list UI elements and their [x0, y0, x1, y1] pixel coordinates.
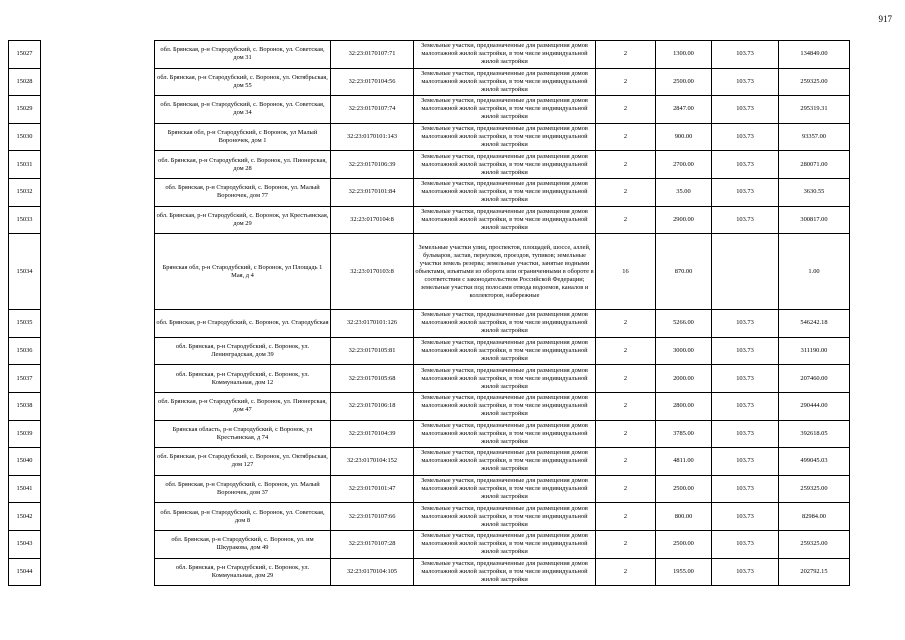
gap-cell [41, 365, 155, 393]
table-row [9, 448, 850, 476]
land-use-cell: Земельные участки, предназначенные для размещения домов малоэтажной жилой застройки, в том числе индивидуальной жилой застройки [414, 530, 596, 558]
gap-cell [41, 558, 155, 586]
record-number-cell: 15039 [9, 420, 41, 448]
land-use-cell: Земельные участки, предназначенные для размещения домов малоэтажной жилой застройки, в том числе индивидуальной жилой застройки [414, 558, 596, 586]
table-row [9, 392, 850, 420]
table-row [9, 365, 850, 393]
use-code-cell: 2 [596, 206, 656, 234]
rate-cell: 103.73 [712, 41, 779, 69]
gap-cell [41, 448, 155, 476]
area-cell: 870.00 [656, 234, 712, 310]
record-number-cell: 15041 [9, 475, 41, 503]
record-number-cell: 15034 [9, 234, 41, 310]
table-row [9, 178, 850, 206]
rate-cell: 103.73 [712, 123, 779, 151]
address-cell: обл. Брянская, р-н Стародубский, с. Воронок, ул Крестьянская, дом 29 [155, 206, 331, 234]
cadastral-number-cell: 32:23:0170107:28 [331, 530, 414, 558]
cadastral-value-cell: 134849.00 [779, 41, 850, 69]
rate-cell: 103.73 [712, 530, 779, 558]
land-use-cell: Земельные участки, предназначенные для размещения домов малоэтажной жилой застройки, в том числе индивидуальной жилой застройки [414, 503, 596, 531]
record-number-cell: 15033 [9, 206, 41, 234]
address-cell: Брянская область, р-н Стародубский, с Воронок, ул Крестьянская, д 74 [155, 420, 331, 448]
land-use-cell: Земельные участки, предназначенные для размещения домов малоэтажной жилой застройки, в том числе индивидуальной жилой застройки [414, 310, 596, 338]
land-use-cell: Земельные участки, предназначенные для размещения домов малоэтажной жилой застройки, в том числе индивидуальной жилой застройки [414, 123, 596, 151]
rate-cell: 103.73 [712, 178, 779, 206]
area-cell: 4811.00 [656, 448, 712, 476]
land-use-cell: Земельные участки, предназначенные для размещения домов малоэтажной жилой застройки, в том числе индивидуальной жилой застройки [414, 337, 596, 365]
table-row [9, 96, 850, 124]
use-code-cell: 2 [596, 123, 656, 151]
use-code-cell: 2 [596, 392, 656, 420]
record-number-cell: 15032 [9, 178, 41, 206]
area-cell: 900.00 [656, 123, 712, 151]
rate-cell: 103.73 [712, 310, 779, 338]
gap-cell [41, 41, 155, 69]
area-cell: 5266.00 [656, 310, 712, 338]
use-code-cell: 2 [596, 448, 656, 476]
rate-cell [712, 234, 779, 310]
page-number: 917 [878, 14, 892, 24]
record-number-cell: 15044 [9, 558, 41, 586]
cadastral-number-cell: 32:23:0170105:81 [331, 337, 414, 365]
area-cell: 2000.00 [656, 365, 712, 393]
cadastral-number-cell: 32:23:0170106:18 [331, 392, 414, 420]
address-cell: обл. Брянская, р-н Стародубский, с. Воронок, ул. им Шкуракова, дом 49 [155, 530, 331, 558]
cadastral-number-cell: 32:23:0170101:84 [331, 178, 414, 206]
cadastral-number-cell: 32:23:0170105:68 [331, 365, 414, 393]
cadastral-value-table [8, 40, 850, 586]
table-row [9, 337, 850, 365]
rate-cell: 103.73 [712, 448, 779, 476]
record-number-cell: 15028 [9, 68, 41, 96]
cadastral-value-cell: 300817.00 [779, 206, 850, 234]
gap-cell [41, 178, 155, 206]
area-cell: 2500.00 [656, 68, 712, 96]
record-number-cell: 15042 [9, 503, 41, 531]
cadastral-value-cell: 295319.31 [779, 96, 850, 124]
table-row [9, 234, 850, 310]
rate-cell: 103.73 [712, 558, 779, 586]
address-cell: обл. Брянская, р-н Стародубский, с. Воронок, ул. Октябрьская, дом 127 [155, 448, 331, 476]
table-row [9, 310, 850, 338]
cadastral-number-cell: 32:23:0170101:143 [331, 123, 414, 151]
record-number-cell: 15029 [9, 96, 41, 124]
land-use-cell: Земельные участки, предназначенные для размещения домов малоэтажной жилой застройки, в том числе индивидуальной жилой застройки [414, 365, 596, 393]
use-code-cell: 2 [596, 530, 656, 558]
use-code-cell: 2 [596, 151, 656, 179]
area-cell: 2500.00 [656, 475, 712, 503]
gap-cell [41, 420, 155, 448]
gap-cell [41, 310, 155, 338]
rate-cell: 103.73 [712, 420, 779, 448]
rate-cell: 103.73 [712, 68, 779, 96]
record-number-cell: 15037 [9, 365, 41, 393]
use-code-cell: 2 [596, 365, 656, 393]
use-code-cell: 2 [596, 558, 656, 586]
table-row [9, 206, 850, 234]
land-use-cell: Земельные участки, предназначенные для размещения домов малоэтажной жилой застройки, в том числе индивидуальной жилой застройки [414, 68, 596, 96]
land-use-cell: Земельные участки, предназначенные для размещения домов малоэтажной жилой застройки, в том числе индивидуальной жилой застройки [414, 206, 596, 234]
use-code-cell: 2 [596, 475, 656, 503]
cadastral-value-cell: 207460.00 [779, 365, 850, 393]
area-cell: 3000.00 [656, 337, 712, 365]
gap-cell [41, 96, 155, 124]
use-code-cell: 2 [596, 337, 656, 365]
gap-cell [41, 503, 155, 531]
gap-cell [41, 234, 155, 310]
cadastral-value-cell: 290444.00 [779, 392, 850, 420]
cadastral-value-cell: 82984.00 [779, 503, 850, 531]
cadastral-number-cell: 32:23:0170104:56 [331, 68, 414, 96]
record-number-cell: 15038 [9, 392, 41, 420]
rate-cell: 103.73 [712, 151, 779, 179]
cadastral-number-cell: 32:23:0170107:66 [331, 503, 414, 531]
address-cell: Брянская обл, р-н Стародубский, с Воронок, ул Площадь 1 Мая, д 4 [155, 234, 331, 310]
rate-cell: 103.73 [712, 96, 779, 124]
gap-cell [41, 392, 155, 420]
cadastral-value-cell: 1.00 [779, 234, 850, 310]
gap-cell [41, 151, 155, 179]
address-cell: обл. Брянская, р-н Стародубский, с. Воронок, ул. Коммунальная, дом 12 [155, 365, 331, 393]
land-use-cell: Земельные участки, предназначенные для размещения домов малоэтажной жилой застройки, в том числе индивидуальной жилой застройки [414, 448, 596, 476]
gap-cell [41, 475, 155, 503]
table-row [9, 420, 850, 448]
cadastral-value-cell: 546242.18 [779, 310, 850, 338]
area-cell: 3785.00 [656, 420, 712, 448]
cadastral-number-cell: 32:23:0170104:152 [331, 448, 414, 476]
table-body [9, 41, 850, 586]
land-use-cell: Земельные участки, предназначенные для размещения домов малоэтажной жилой застройки, в том числе индивидуальной жилой застройки [414, 392, 596, 420]
use-code-cell: 2 [596, 41, 656, 69]
cadastral-value-cell: 3630.55 [779, 178, 850, 206]
cadastral-number-cell: 32:23:0170104:105 [331, 558, 414, 586]
address-cell: обл. Брянская, р-н Стародубский, с. Воронок, ул. Малый Вороночек, дом 37 [155, 475, 331, 503]
record-number-cell: 15030 [9, 123, 41, 151]
record-number-cell: 15040 [9, 448, 41, 476]
cadastral-value-cell: 392618.05 [779, 420, 850, 448]
cadastral-number-cell: 32:23:0170104:39 [331, 420, 414, 448]
address-cell: обл. Брянская, р-н Стародубский, с. Воронок, ул. Малый Вороночек, дом 77 [155, 178, 331, 206]
table-row [9, 123, 850, 151]
gap-cell [41, 123, 155, 151]
use-code-cell: 2 [596, 503, 656, 531]
cadastral-value-cell: 499045.03 [779, 448, 850, 476]
address-cell: обл. Брянская, р-н Стародубский, с. Воронок, ул. Пионерская, дом 47 [155, 392, 331, 420]
cadastral-number-cell: 32:23:0170101:126 [331, 310, 414, 338]
address-cell: обл. Брянская, р-н Стародубский, с. Воронок, ул. Советская, дом 8 [155, 503, 331, 531]
cadastral-value-cell: 93357.00 [779, 123, 850, 151]
area-cell: 2700.00 [656, 151, 712, 179]
cadastral-number-cell: 32:23:0170107:74 [331, 96, 414, 124]
land-use-cell: Земельные участки, предназначенные для размещения домов малоэтажной жилой застройки, в том числе индивидуальной жилой застройки [414, 420, 596, 448]
area-cell: 35.00 [656, 178, 712, 206]
address-cell: обл. Брянская, р-н Стародубский, с. Воронок, ул. Коммунальная, дом 29 [155, 558, 331, 586]
rate-cell: 103.73 [712, 337, 779, 365]
cadastral-value-cell: 280071.00 [779, 151, 850, 179]
rate-cell: 103.73 [712, 206, 779, 234]
address-cell: обл. Брянская, р-н Стародубский, с. Воронок, ул. Октябрьская, дом 55 [155, 68, 331, 96]
area-cell: 2500.00 [656, 530, 712, 558]
address-cell: обл. Брянская, р-н Стародубский, с. Воронок, ул. Ленинградская, дом 39 [155, 337, 331, 365]
cadastral-value-cell: 202792.15 [779, 558, 850, 586]
table-row [9, 503, 850, 531]
table-row [9, 41, 850, 69]
cadastral-value-cell: 259325.00 [779, 475, 850, 503]
cadastral-number-cell: 32:23:0170101:47 [331, 475, 414, 503]
gap-cell [41, 337, 155, 365]
gap-cell [41, 530, 155, 558]
record-number-cell: 15035 [9, 310, 41, 338]
use-code-cell: 2 [596, 178, 656, 206]
rate-cell: 103.73 [712, 392, 779, 420]
use-code-cell: 16 [596, 234, 656, 310]
address-cell: обл. Брянская, р-н Стародубский, с. Воронок, ул. Советская, дом 31 [155, 41, 331, 69]
address-cell: обл. Брянская, р-н Стародубский, с. Воронок, ул. Пионерская, дом 28 [155, 151, 331, 179]
use-code-cell: 2 [596, 68, 656, 96]
use-code-cell: 2 [596, 420, 656, 448]
record-number-cell: 15043 [9, 530, 41, 558]
address-cell: Брянская обл, р-н Стародубский, с Воронок, ул Малый Вороночек, дом 1 [155, 123, 331, 151]
rate-cell: 103.73 [712, 503, 779, 531]
land-use-cell: Земельные участки улиц, проспектов, площадей, шоссе, аллей, бульваров, застав, переулков, проездов, тупиков; земельные участки земель резерва; земельные участки, занятые водными объектами, изъятыми из оборота или ограниченными в обороте в соответствии с законодательством Российской Федерации; земельные участки под полосами отвода водоемов, каналов и коллекторов, набережные [414, 234, 596, 310]
record-number-cell: 15027 [9, 41, 41, 69]
gap-cell [41, 206, 155, 234]
address-cell: обл. Брянская, р-н Стародубский, с. Воронок, ул. Стародубская [155, 310, 331, 338]
address-cell: обл. Брянская, р-н Стародубский, с. Воронок, ул. Советская, дом 34 [155, 96, 331, 124]
gap-cell [41, 68, 155, 96]
use-code-cell: 2 [596, 310, 656, 338]
table-row [9, 68, 850, 96]
land-use-cell: Земельные участки, предназначенные для размещения домов малоэтажной жилой застройки, в том числе индивидуальной жилой застройки [414, 151, 596, 179]
record-number-cell: 15031 [9, 151, 41, 179]
cadastral-value-cell: 259325.00 [779, 68, 850, 96]
area-cell: 2800.00 [656, 392, 712, 420]
land-use-cell: Земельные участки, предназначенные для размещения домов малоэтажной жилой застройки, в том числе индивидуальной жилой застройки [414, 475, 596, 503]
cadastral-number-cell: 32:23:0170104:8 [331, 206, 414, 234]
cadastral-number-cell: 32:23:0170106:39 [331, 151, 414, 179]
land-use-cell: Земельные участки, предназначенные для размещения домов малоэтажной жилой застройки, в том числе индивидуальной жилой застройки [414, 41, 596, 69]
area-cell: 1955.00 [656, 558, 712, 586]
area-cell: 800.00 [656, 503, 712, 531]
area-cell: 2900.00 [656, 206, 712, 234]
cadastral-value-cell: 311190.00 [779, 337, 850, 365]
cadastral-number-cell: 32:23:0170103:8 [331, 234, 414, 310]
area-cell: 2847.00 [656, 96, 712, 124]
table-row [9, 475, 850, 503]
land-use-cell: Земельные участки, предназначенные для размещения домов малоэтажной жилой застройки, в том числе индивидуальной жилой застройки [414, 96, 596, 124]
rate-cell: 103.73 [712, 365, 779, 393]
table-row [9, 558, 850, 586]
rate-cell: 103.73 [712, 475, 779, 503]
cadastral-number-cell: 32:23:0170107:71 [331, 41, 414, 69]
area-cell: 1300.00 [656, 41, 712, 69]
table-row [9, 151, 850, 179]
land-use-cell: Земельные участки, предназначенные для размещения домов малоэтажной жилой застройки, в том числе индивидуальной жилой застройки [414, 178, 596, 206]
table-row [9, 530, 850, 558]
cadastral-value-cell: 259325.00 [779, 530, 850, 558]
record-number-cell: 15036 [9, 337, 41, 365]
use-code-cell: 2 [596, 96, 656, 124]
